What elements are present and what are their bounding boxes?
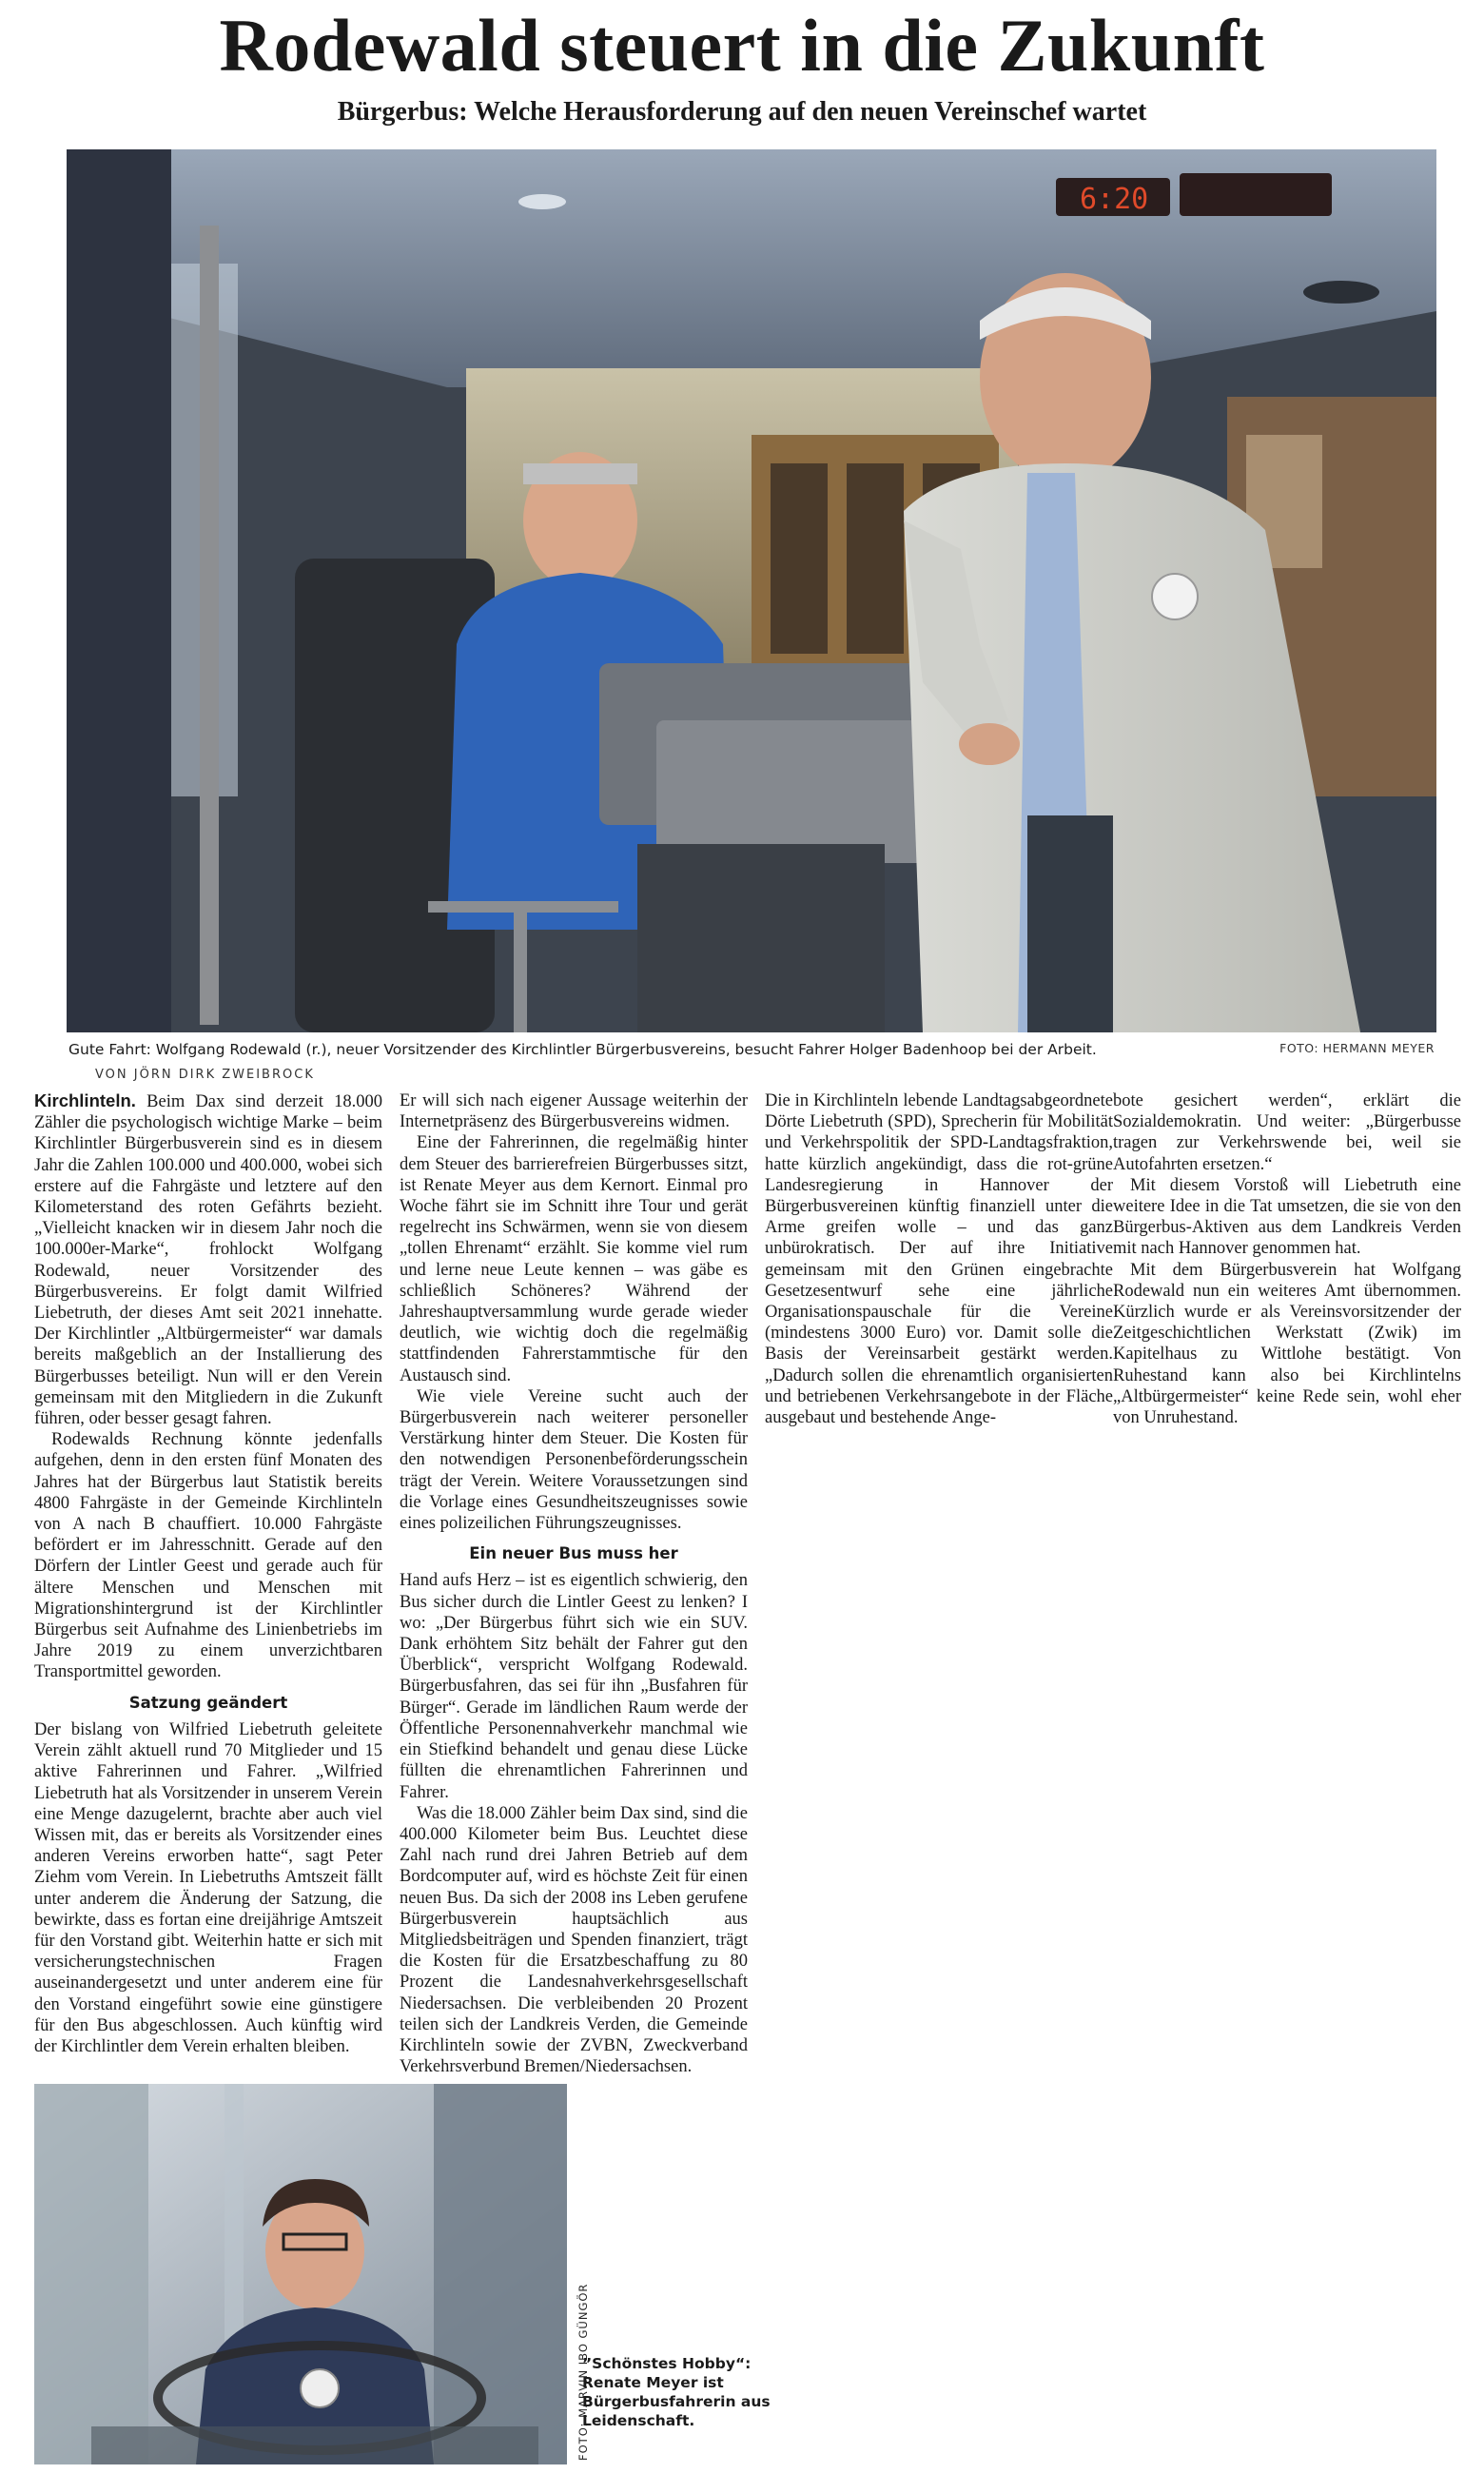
subheading: Ein neuer Bus muss her: [469, 1544, 678, 1563]
small-photo: [34, 2084, 567, 2464]
small-photo-credit: FOTO: MARVIN IBO GÜNGÖR: [576, 2283, 590, 2461]
article-column-1: [34, 1090, 382, 2057]
headline: Rodewald steuert in die Zukunft: [219, 4, 1265, 87]
paragraph: Eine der Fahrerinnen, die regelmäßig hinter dem Steuer des barrierefreien Bürgerbusses sitzt, ist Renate Meyer aus dem Kernort. Einmal pro Woche fährt sie im Schnitt ihre Tour und gerät regelrecht ins Schwärmen, wenn sie von diesem „tollen Ehrenamt“ erzählt. Sie komme viel rum und lerne neue Leute kennen – was gäbe es schließlich Schöneres? Während der Jahreshauptversammlung wurde gerade wieder deutlich, wie wichtig doch die regelmäßig stattfindenden Fahrerstammtische für den Austausch sind.: [400, 1133, 748, 1385]
paragraph: Der bislang von Wilfried Liebetruth geleitete Verein zählt aktuell rund 70 Mitglieder und 15 aktive Fahrerinnen und Fahrer. „Wilfried Liebetruth hat als Vorsitzender in unserem Verein eine Menge dazugelernt, brachte aber auch viel Wissen mit, das er bereits als Vorsitzender eines anderen Vereins erworben hatte“, sagt Peter Ziehm vom Verein. In Liebetruths Amtszeit fällt unter anderem die Änderung der Satzung, die bewirkte, dass es fortan eine dreijährige Amtszeit für den Vorstand gibt. Weiterhin hatte er sich mit versicherungstechnischen Fragen auseinandergesetzt und unter anderem eine für den Vorstand eingeführt sowie eine günstigere für den Bus abgeschlossen. Auch künftig wird der Kirchlintler dem Verein erhalten bleiben.: [34, 1719, 382, 2056]
paragraph: Mit diesem Vorstoß will Liebetruth eine weitere Idee in die Tat umsetzen, die sie von den Bürgerbus-Aktiven aus dem Landkreis Verden mit nach Hannover genommen hat.: [1113, 1175, 1461, 1259]
paragraph: Hand aufs Herz – ist es eigentlich schwierig, den Bus sicher durch die Lintler Geest zu lenken? I wo: „Der Bürgerbus führt sich wie ein SUV. Dank erhöhtem Sitz behält der Fahrer gut den Überblick“, verspricht Wolfgang Rodewald. Bürgerbusfahren, das sei für ihn „Busfahren für Bürger“. Gerade im ländlichen Raum werde der Öffentliche Personennahverkehr manchmal wie ein Stiefkind behandelt und genau diese Lücke füllten die ehrenamtlichen Fahrerinnen und Fahrer.: [400, 1571, 748, 1802]
paragraph: Mit dem Bürgerbusverein hat Wolfgang Rodewald nun ein weiteres Amt übernommen. Kürzlich wurde er als Vereinsvorsitzender der Zeitgeschichtlichen Werkstatt (Zwik) im Kapitelhaus zu Wittlohe bestätigt. Von Ruhestand kann also bei Kirchlintelns „Altbürgermeister“ keine Rede sein, wohl eher von Unruhestand.: [1113, 1260, 1461, 1428]
small-photo-caption: ”Schönstes Hobby“: Renate Meyer ist Bürgerbusfahrerin aus Leidenschaft.: [582, 2355, 771, 2429]
paragraph: Wie viele Vereine sucht auch der Bürgerbusverein nach weiterer personeller Verstärkung hinter dem Steuer. Die Kosten für den notwendigen Personenbeförderungsschein trägt der Verein. Weitere Voraussetzungen sind die Vorlage eines Gesundheitszeugnisses sowie eines polizeilichen Führungszeugnisses.: [400, 1386, 748, 1534]
paragraph-text: Beim Dax sind derzeit 18.000 Zähler die psychologisch wichtige Marke – beim Kirchlintler Bürgerbusverein sind es in diesem Jahr die Zahlen 100.000 und 400.000, wobei sich erstere auf die Fahrgäste und letztere auf den Kilometerstand des roten Gefährts bezieht. „Vielleicht knacken wir in diesem Jahr noch die 100.000er-Marke“, frohlockt Wolfgang Rodewald, neuer Vorsitzender des Bürgerbusvereins. Er folgt damit Wilfried Liebetruth, der dieses Amt seit 2021 innehatte. Der Kirchlintler „Altbürgermeister“ war damals bereits maßgeblich an der Installierung des Bürgerbusses beteiligt. Nun will er den Verein gemeinsam mit den Mitgliedern in die Zukunft führen, oder besser gesagt fahren.: [34, 1092, 382, 1429]
paragraph: bote gesichert werden“, erklärt die Sozialdemokratin. Und weiter: „Bürgerbusse tragen zur Verkehrswende bei, weil sie Autofahrten ersetzen.“: [1113, 1091, 1461, 1174]
paragraph: Rodewalds Rechnung könnte jedenfalls aufgehen, denn in den ersten fünf Monaten des Jahres hat der Bürgerbus laut Statistik bereits 4800 Fahrgäste in der Gemeinde Kirchlinteln von A nach B chauffiert. 10.000 Fahrgäste befördert er im Jahresschnitt. Gerade auf den Dörfern der Lintler Geest und gerade auch für ältere Menschen und Menschen mit Migrationshintergrund ist der Kirchlintler Bürgerbus seit Aufnahme des Linienbetriebs im Jahre 2019 zu einem unverzichtbaren Transportmittel geworden.: [34, 1430, 382, 1682]
paragraph: Die in Kirchlinteln lebende Landtagsabgeordnete Dörte Liebetruth (SPD), Sprecherin für Mobilität und Verkehrspolitik der SPD-Landtagsfraktion, hatte kürzlich angekündigt, dass die rot-grüne Landesregierung in Hannover der Bürgerbusvereinen künftig finanziell unter die Arme greifen wolle – und das ganz unbürokratisch. Der auf ihre Initiative gemeinsam mit den Grünen eingebrachte Gesetzesentwurf sehe eine jährliche Organisationspauschale für die Vereine (mindestens 3000 Euro) vor. Damit solle die Basis der Vereinsarbeit gestärkt werden. „Dadurch sollen die ehrenamtlich organisierten und betriebenen Verkehrsangebote in der Fläche ausgebaut und bestehende Ange-: [765, 1091, 1113, 1428]
article-column-4: [1113, 1090, 1461, 1428]
main-photo-credit: FOTO: HERMANN MEYER: [1279, 1041, 1435, 1055]
main-photo: [67, 149, 1436, 1032]
main-photo-caption: Gute Fahrt: Wolfgang Rodewald (r.), neuer Vorsitzender des Kirchlintler Bürgerbusvereins, besucht Fahrer Holger Badenhoop bei der Arbeit.: [68, 1041, 1097, 1058]
article-column-3: [765, 1090, 1113, 1428]
subheadline: Bürgerbus: Welche Herausforderung auf den neuen Vereinschef wartet: [337, 97, 1147, 127]
paragraph: [34, 1090, 382, 1429]
paragraph: Was die 18.000 Zähler beim Dax sind, sind die 400.000 Kilometer beim Bus. Leuchtet diese Zahl nach rund drei Jahren Betrieb auf dem Bordcomputer auf, wird es höchste Zeit für einen neuen Bus. Da sich der 2008 ins Leben gerufene Bürgerbusverein hauptsächlich aus Mitgliedsbeiträgen und Spenden finanziert, trägt die Kosten für die Ersatzbeschaffung zu 80 Prozent die Landesnahverkehrsgesellschaft Niedersachsen. Die verbleibenden 20 Prozent teilen sich der Landkreis Verden, die Gemeinde Kirchlinteln sowie der ZVBN, Zweckverband Verkehrsverbund Bremen/Niedersachsen.: [400, 1803, 748, 2077]
bus-display-clock: 6:20: [1080, 183, 1149, 216]
article-column-2: [400, 1090, 748, 2077]
dateline: Kirchlinteln.: [34, 1090, 136, 1110]
byline: VON JÖRN DIRK ZWEIBROCK: [95, 1068, 315, 1082]
subheading: Satzung geändert: [128, 1693, 288, 1712]
paragraph: Er will sich nach eigener Aussage weiterhin der Internetpräsenz des Bürgerbusvereins widmen.: [400, 1091, 748, 1132]
